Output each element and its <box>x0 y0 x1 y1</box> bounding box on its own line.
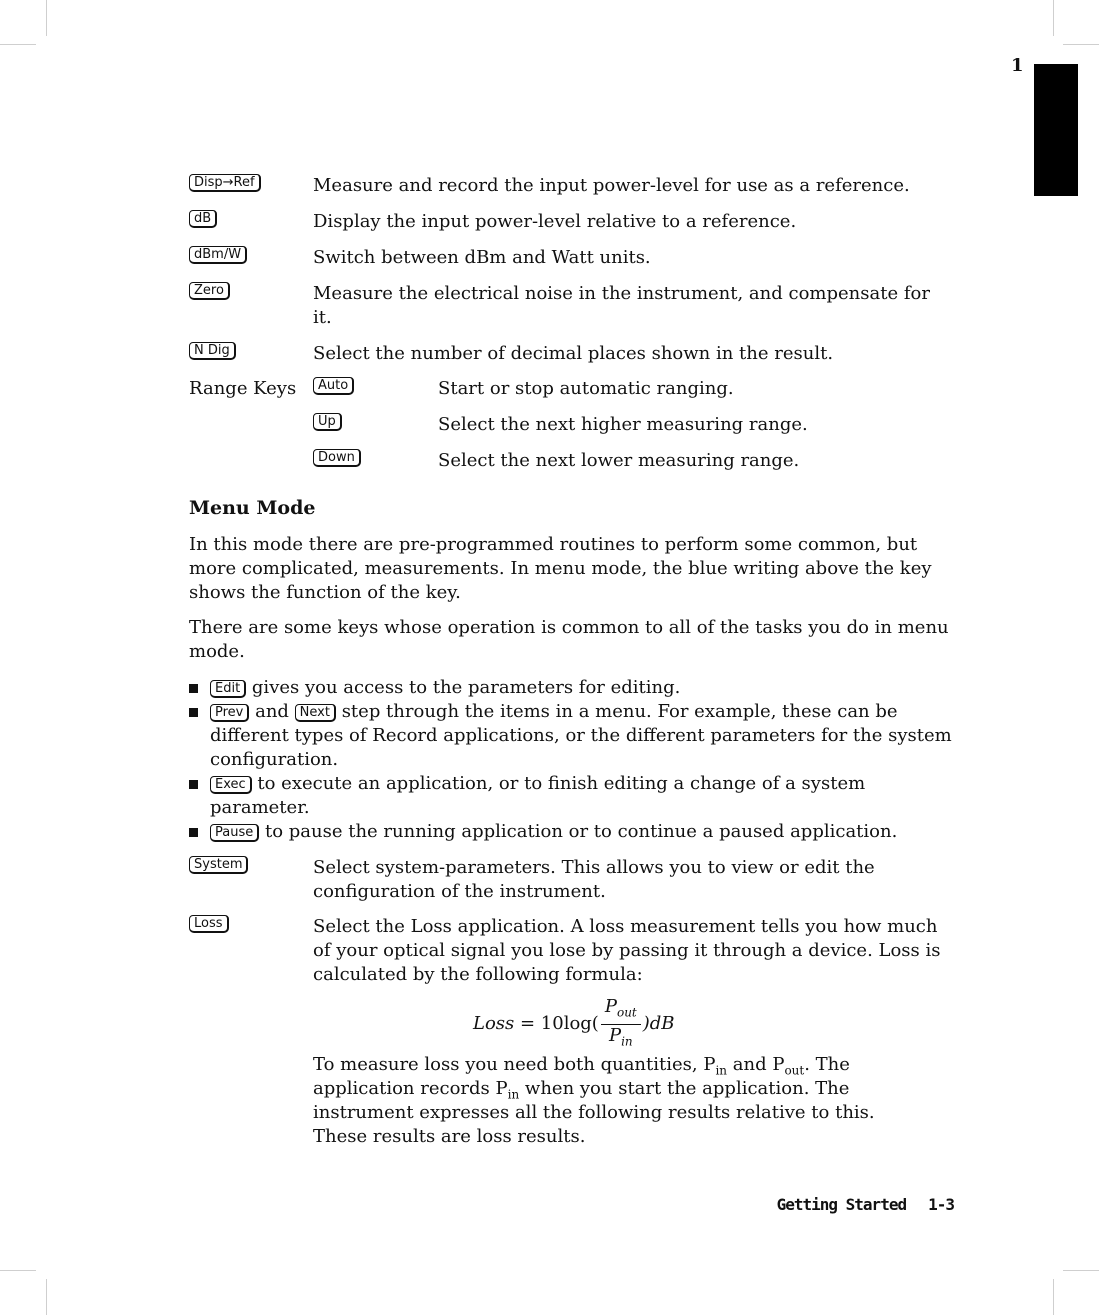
loss-after-text-4: when you start the application. The instrument expresses all the following results relative to this. These results are loss results. <box>313 1078 875 1147</box>
menu-key-list <box>189 676 959 844</box>
up-key: Up <box>313 413 342 431</box>
and-text: and <box>249 701 295 722</box>
n-dig-key: N Dig <box>189 342 236 360</box>
down-description: Select the next lower measuring range. <box>438 450 800 471</box>
bullet-square-icon <box>189 708 198 717</box>
loss-after-text-3: . The application records P <box>313 1054 850 1099</box>
list-item <box>189 820 959 844</box>
chapter-number: 1 <box>1011 55 1024 76</box>
numerator-subscript: out <box>616 1005 637 1020</box>
denominator-symbol: P <box>608 1024 622 1046</box>
prev-key: Prev <box>210 704 249 722</box>
exec-text: to execute an application, or to finish editing a change of a system parameter. <box>210 773 866 818</box>
pause-text: to pause the running application or to continue a paused application. <box>259 821 898 842</box>
footer-section: Getting Started <box>776 1195 907 1214</box>
db-key: dB <box>189 210 217 228</box>
denominator-subscript: in <box>621 1034 633 1049</box>
next-key: Next <box>295 704 336 722</box>
edit-key: Edit <box>210 680 246 698</box>
zero-key: Zero <box>189 282 230 300</box>
disp-ref-description: Measure and record the input power-level for use as a reference. <box>313 175 910 196</box>
dbm-w-key: dBm/W <box>189 246 247 264</box>
bullet-square-icon <box>189 828 198 837</box>
loss-after-sub-3: in <box>507 1087 520 1102</box>
auto-key: Auto <box>313 377 354 395</box>
crop-mark <box>0 44 36 45</box>
page-footer <box>777 1193 954 1217</box>
down-key: Down <box>313 449 361 467</box>
loss-after-sub-2: out <box>784 1063 805 1078</box>
auto-description: Start or stop automatic ranging. <box>438 378 734 399</box>
list-item <box>189 676 959 700</box>
formula-lhs: Loss <box>473 1013 515 1035</box>
n-dig-description: Select the number of decimal places shown in the result. <box>313 343 834 364</box>
system-key: System <box>189 856 248 874</box>
bullet-square-icon <box>189 684 198 693</box>
loss-formula <box>473 996 675 1052</box>
zero-description: Measure the electrical noise in the instrument, and compensate for it. <box>313 283 930 328</box>
loss-after-text-2: and P <box>727 1054 785 1075</box>
crop-mark <box>46 0 47 36</box>
menu-mode-paragraph-1: In this mode there are pre-programmed routines to perform some common, but more complicated, measurements. In menu mode, the blue writing above the key shows the function of the key. <box>189 534 932 603</box>
pause-key: Pause <box>210 824 259 842</box>
dbm-w-description: Switch between dBm and Watt units. <box>313 247 651 268</box>
formula-tail: )dB <box>642 1013 675 1035</box>
list-item <box>189 700 959 772</box>
crop-mark <box>1053 1279 1054 1315</box>
disp-ref-key: Disp→Ref <box>189 174 261 192</box>
db-description: Display the input power-level relative to a reference. <box>313 211 797 232</box>
range-keys-label: Range Keys <box>189 378 297 399</box>
footer-page-number: 1-3 <box>928 1195 954 1214</box>
loss-key: Loss <box>189 915 229 933</box>
prev-next-text: step through the items in a menu. For example, these can be different types of Record applications, or the different parameters for the system configuration. <box>210 701 952 770</box>
bullet-square-icon <box>189 780 198 789</box>
menu-mode-heading: Menu Mode <box>189 497 316 519</box>
loss-after-paragraph <box>313 1053 913 1149</box>
list-item <box>189 772 959 820</box>
crop-mark <box>1053 0 1054 36</box>
formula-numerator <box>601 996 641 1025</box>
crop-mark <box>1063 1270 1099 1271</box>
system-description: Select system-parameters. This allows you to view or edit the configuration of the instrument. <box>313 857 875 902</box>
exec-key: Exec <box>210 776 252 794</box>
crop-mark <box>0 1270 36 1271</box>
formula-eq: = 10log( <box>514 1013 599 1035</box>
crop-mark <box>1063 44 1099 45</box>
loss-after-text-1: To measure loss you need both quantities, P <box>313 1054 716 1075</box>
chapter-tab-block <box>1034 64 1078 196</box>
up-description: Select the next higher measuring range. <box>438 414 808 435</box>
edit-text: gives you access to the parameters for editing. <box>246 677 681 698</box>
formula-denominator <box>601 1025 641 1053</box>
loss-description: Select the Loss application. A loss measurement tells you how much of your optical signal you lose by passing it through a device. Loss is calculated by the following formula: <box>313 916 941 985</box>
formula-fraction <box>601 996 641 1052</box>
numerator-symbol: P <box>604 996 617 1017</box>
crop-mark <box>46 1279 47 1315</box>
menu-mode-paragraph-2: There are some keys whose operation is common to all of the tasks you do in menu mode. <box>189 617 949 662</box>
loss-after-sub-1: in <box>715 1063 728 1078</box>
